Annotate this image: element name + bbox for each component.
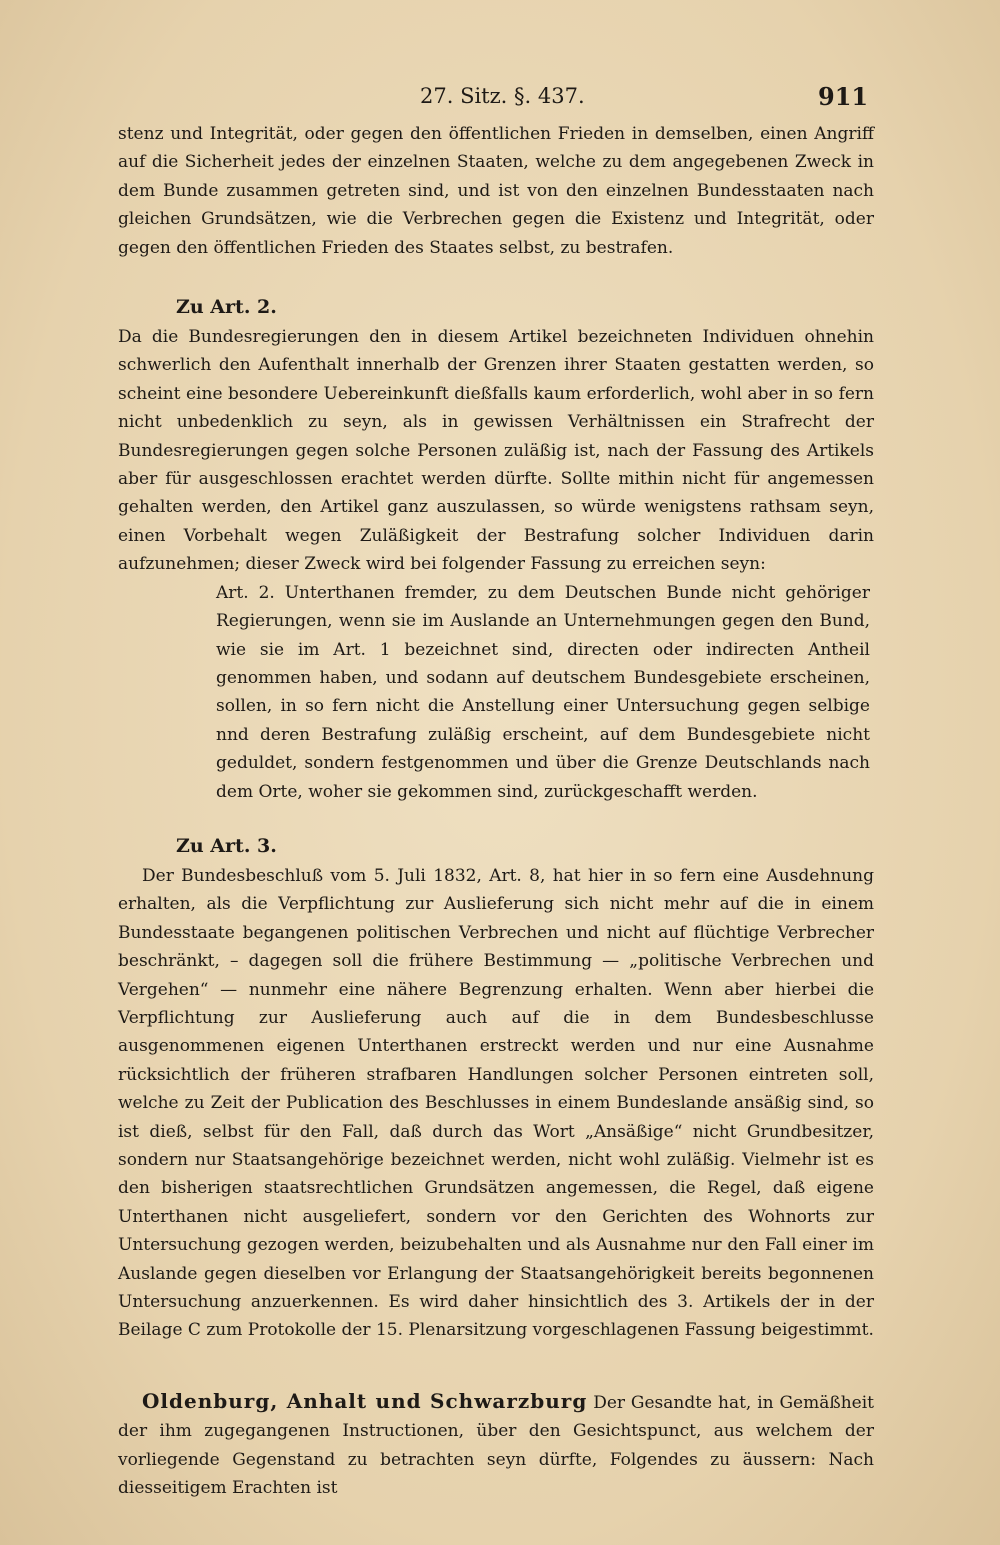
paragraph-oldenburg: [118, 1387, 874, 1503]
quoted-article-2: Art. 2. Unterthanen fremder, zu dem Deutschen Bunde nicht gehöriger Regierungen, wenn sie im Auslande an Unternehmungen gegen den Bund, wie sie im Art. 1 bezeichnet sind, directen oder indirecten Antheil genommen haben, und sodann auf deutschem Bundesgebiete erscheinen, sollen, in so fern nicht die Anstellung einer Untersuchung gegen selbige nnd deren Bestrafung zuläßig erscheint, auf dem Bundesgebiete nicht geduldet, sondern festgenommen und über die Grenze Deutschlands nach dem Orte, woher sie gekommen sind, zurückgeschafft werden.: [216, 582, 870, 802]
paragraph-art-3: Der Bundesbeschluß vom 5. Juli 1832, Art. 8, hat hier in so fern eine Ausdehnung erhalten, als die Verpflichtung zur Auslieferung sich nicht mehr auf die in einem Bundesstaate begangenen politischen Verbrechen und nicht auf flüchtige Verbrecher beschränkt, – dagegen soll die frühere Bestimmung — „politische Verbrechen und Vergehen“ — nunmehr eine nähere Begrenzung erhalten. Wenn aber hierbei die Verpflichtung zur Auslieferung auch auf die in dem Bundesbeschlusse ausgenommenen eigenen Unterthanen erstreckt werden und nur eine Ausnahme rücksichtlich der früheren strafbaren Handlungen solcher Personen eintreten soll, welche zu Zeit der Publication des Beschlusses in einem Bundeslande ansäßig sind, so ist dieß, selbst für den Fall, daß durch das Wort „Ansäßige“ nicht Grundbesitzer, sondern nur Staatsangehörige bezeichnet werden, nicht wohl zuläßig. Vielmehr ist es den bisherigen staatsrechtlichen Grundsätzen angemessen, die Regel, daß eigene Unterthanen nicht ausgeliefert, sondern vor den Gerichten des Wohnorts zur Untersuchung gezogen werden, beizubehalten und als Ausnahme nur den Fall einer im Auslande gegen dieselben vor Erlangung der Staatsangehörigkeit bereits begonnenen Untersuchung anzuerkennen. Es wird daher hinsichtlich des 3. Artikels der in der Beilage C zum Protokolle der 15. Plenarsitzung vorgeschlagenen Fassung beigestimmt.: [118, 865, 874, 1341]
page-number: 911: [818, 82, 869, 111]
page-body: [118, 120, 874, 1502]
paragraph-art-2: Da die Bundesregierungen den in diesem Artikel bezeichneten Individuen ohnehin schwerlich den Aufenthalt innerhalb der Grenzen ihrer Staaten gestatten werden, so scheint eine besondere Uebereinkunft dießfalls kaum erforderlich, wohl aber in so fern nicht unbedenklich zu seyn, als in gewissen Verhältnissen ein Strafrecht der Bundesregierungen gegen solche Personen zuläßig ist, nach der Fassung des Artikels aber für ausgeschlossen erachtet werden dürfte. Sollte mithin nicht für angemessen gehalten werden, den Artikel ganz auszulassen, so würde wenigstens rathsam seyn, einen Vorbehalt wegen Zuläßigkeit der Bestrafung solcher Individuen darin aufzunehmen; dieser Zweck wird bei folgender Fassung zu erreichen seyn:: [118, 327, 874, 575]
running-head: [0, 84, 1000, 114]
delegation-text: Der Gesandte hat, in Gemäßheit der ihm zugegangenen Instructionen, über den Gesichtspunct, aus welchem der vorliegende Gegenstand zu betrachten seyn dürfte, Folgendes zu äussern: Nach diesseitigem Erachten ist: [118, 1392, 874, 1499]
paragraph-continuation: stenz und Integrität, oder gegen den öffentlichen Frieden in demselben, einen Angriff auf die Sicherheit jedes der einzelnen Staaten, welche zu dem angegebenen Zweck in dem Bunde zusammen getreten sind, und ist von den einzelnen Bundesstaaten nach gleichen Grundsätzen, wie die Verbrechen gegen die Existenz und Integrität, oder gegen den öffentlichen Frieden des Staates selbst, zu bestrafen.: [118, 124, 874, 258]
delegation-heading: Oldenburg, Anhalt und Schwarzburg: [142, 1388, 588, 1413]
session-reference: 27. Sitz. §. 437.: [420, 84, 585, 108]
section-heading-art-2: Zu Art. 2.: [176, 296, 277, 319]
section-heading-art-3: Zu Art. 3.: [176, 834, 277, 857]
